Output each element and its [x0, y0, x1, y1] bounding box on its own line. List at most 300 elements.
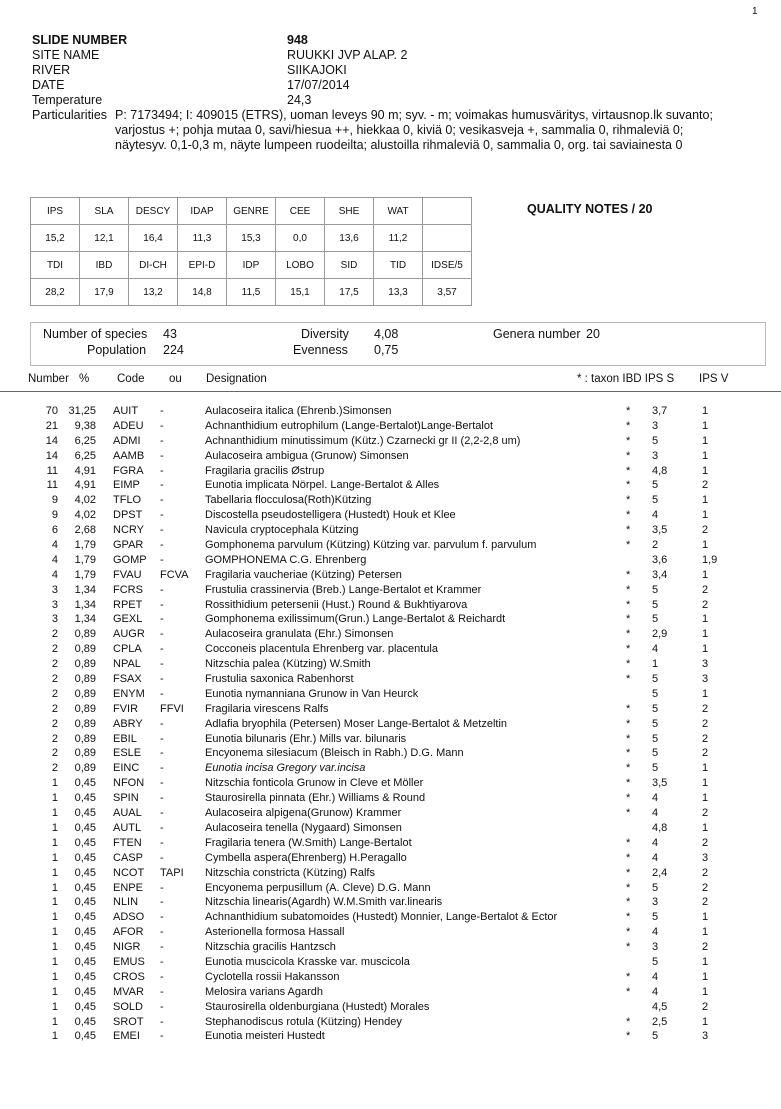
species-ips-s: 5 — [652, 881, 659, 894]
species-ips-s: 4 — [652, 970, 659, 983]
table-row — [0, 478, 781, 493]
species-ips-v: 1 — [702, 643, 709, 656]
species-designation: Rossithidium petersenii (Hust.) Round & Bukhtiyarova — [205, 598, 468, 611]
species-ips-s: 4,8 — [652, 464, 668, 477]
index-value: 17,5 — [325, 279, 374, 306]
species-percent: 0,45 — [74, 941, 96, 954]
species-taxon-star: * — [626, 405, 631, 417]
species-designation: Frustulia crassinervia (Breb.) Lange-Bertalot et Krammer — [205, 583, 482, 596]
species-code: ENYM — [113, 687, 145, 700]
species-designation: Fragilaria gracilis Østrup — [205, 464, 325, 477]
species-code: FVIR — [113, 702, 139, 715]
table-row — [0, 910, 781, 925]
table-row — [0, 1015, 781, 1030]
species-taxon-star: * — [626, 851, 631, 864]
index-value: 0,0 — [276, 225, 325, 252]
species-percent: 9,38 — [74, 419, 96, 432]
species-count: 14 — [45, 434, 58, 447]
species-code: ADSO — [113, 911, 145, 924]
species-ou: - — [160, 1030, 164, 1043]
species-count: 1 — [51, 985, 58, 998]
index-value — [423, 225, 472, 252]
species-percent: 2,68 — [74, 524, 96, 537]
species-ips-v: 1 — [702, 792, 709, 805]
species-ips-s: 5 — [652, 687, 659, 700]
species-column-header — [0, 373, 781, 392]
species-ou: - — [160, 539, 164, 552]
species-ips-s: 5 — [652, 434, 659, 447]
species-designation: Aulacoseira alpigena(Grunow) Krammer — [205, 807, 402, 820]
page-number: 1 — [752, 6, 758, 17]
index-label: SLA — [80, 198, 129, 225]
species-designation: Achnanthidium subatomoides (Hustedt) Monnier, Lange-Bertalot & Ector — [205, 911, 558, 924]
index-value: 11,5 — [227, 279, 276, 306]
species-code: AFOR — [113, 926, 144, 939]
species-count: 4 — [51, 539, 58, 552]
species-ips-v: 1 — [702, 613, 709, 626]
species-percent: 0,45 — [74, 866, 96, 879]
species-count: 1 — [51, 1030, 58, 1043]
species-ips-s: 3,6 — [652, 553, 668, 566]
index-value: 12,1 — [80, 225, 129, 252]
species-percent: 0,89 — [74, 717, 96, 730]
species-code: FTEN — [113, 836, 142, 849]
table-row — [0, 1029, 781, 1044]
species-ips-v: 1 — [702, 777, 709, 790]
species-taxon-star: * — [626, 762, 631, 775]
species-ips-v: 2 — [702, 807, 709, 820]
species-code: AUAL — [113, 807, 142, 820]
species-designation: Staurosirella pinnata (Ehr.) Williams & Round — [205, 792, 426, 805]
species-taxon-star: * — [626, 792, 631, 805]
species-taxon-star: * — [626, 702, 631, 715]
river-value: SIIKAJOKI — [287, 63, 347, 77]
table-row — [0, 970, 781, 985]
species-count: 3 — [51, 583, 58, 596]
species-code: GPAR — [113, 539, 144, 552]
index-label: WAT — [374, 198, 423, 225]
table-row — [0, 895, 781, 910]
species-count: 14 — [45, 449, 58, 462]
date-label: DATE — [32, 78, 65, 92]
table-row — [0, 553, 781, 568]
species-count: 2 — [51, 687, 58, 700]
species-ips-s: 3 — [652, 419, 659, 432]
species-ou: - — [160, 434, 164, 447]
species-taxon-star: * — [626, 568, 631, 581]
index-value: 15,1 — [276, 279, 325, 306]
species-ips-s: 4 — [652, 836, 659, 849]
table-row — [0, 612, 781, 627]
species-count: 1 — [51, 926, 58, 939]
index-value: 15,3 — [227, 225, 276, 252]
species-percent: 1,79 — [74, 553, 96, 566]
species-ips-v: 1 — [702, 970, 709, 983]
population-value: 224 — [163, 343, 184, 357]
species-count: 1 — [51, 970, 58, 983]
species-ips-v: 1 — [702, 464, 709, 477]
table-row — [0, 702, 781, 717]
species-ips-v: 2 — [702, 866, 709, 879]
species-designation: GOMPHONEMA C.G. Ehrenberg — [205, 553, 367, 566]
species-percent: 0,89 — [74, 628, 96, 641]
species-percent: 4,91 — [74, 464, 96, 477]
species-taxon-star: * — [626, 926, 631, 939]
species-taxon-star: * — [626, 583, 631, 596]
species-percent: 0,45 — [74, 1030, 96, 1043]
species-percent: 0,89 — [74, 643, 96, 656]
date-value: 17/07/2014 — [287, 78, 350, 92]
species-ou: - — [160, 732, 164, 745]
species-ips-s: 5 — [652, 955, 659, 968]
species-ou: - — [160, 598, 164, 611]
species-count: 21 — [45, 419, 58, 432]
species-code: ESLE — [113, 747, 142, 760]
species-ou: - — [160, 762, 164, 775]
species-code: MVAR — [113, 985, 144, 998]
species-taxon-star: * — [626, 970, 631, 983]
index-value: 28,2 — [31, 279, 80, 306]
species-designation: Eunotia bilunaris (Ehr.) Mills var. bilunaris — [205, 732, 407, 745]
table-row — [0, 851, 781, 866]
species-taxon-star: * — [626, 1015, 631, 1028]
species-designation: Fragilaria tenera (W.Smith) Lange-Bertalot — [205, 836, 412, 849]
species-designation: Eunotia implicata Nörpel. Lange-Bertalot & Alles — [205, 479, 440, 492]
species-taxon-star: * — [626, 911, 631, 924]
species-designation: Navicula cryptocephala Kützing — [205, 524, 359, 537]
species-ou: - — [160, 926, 164, 939]
species-ou: - — [160, 449, 164, 462]
species-taxon-star: * — [626, 747, 631, 760]
species-ips-s: 5 — [652, 494, 659, 507]
species-ips-v: 3 — [702, 658, 709, 671]
species-taxon-star: * — [626, 449, 631, 462]
index-label: SID — [325, 252, 374, 279]
species-code: GEXL — [113, 613, 143, 626]
species-ou: - — [160, 673, 164, 686]
species-ou: - — [160, 464, 164, 477]
population-label: Population — [87, 343, 147, 357]
species-count: 1 — [51, 911, 58, 924]
species-taxon-star: * — [626, 881, 631, 894]
species-percent: 0,45 — [74, 881, 96, 894]
species-code: NFON — [113, 777, 145, 790]
species-ips-v: 1 — [702, 419, 709, 432]
table-row — [0, 657, 781, 672]
species-percent: 0,89 — [74, 658, 96, 671]
species-count: 11 — [46, 464, 58, 477]
species-ips-s: 5 — [652, 762, 659, 775]
table-row — [0, 419, 781, 434]
table-row — [0, 449, 781, 464]
species-ou: - — [160, 955, 164, 968]
col-number: Number — [28, 373, 69, 385]
species-designation: Eunotia incisa Gregory var.incisa — [205, 762, 366, 775]
species-percent: 31,25 — [68, 405, 96, 417]
species-designation: Adlafia bryophila (Petersen) Moser Lange-Bertalot & Metzeltin — [205, 717, 508, 730]
species-ips-s: 2,4 — [652, 866, 668, 879]
species-ou: - — [160, 881, 164, 894]
species-taxon-star: * — [626, 896, 631, 909]
species-taxon-star: * — [626, 807, 631, 820]
species-designation: Aulacoseira granulata (Ehr.) Simonsen — [205, 628, 394, 641]
species-code: SROT — [113, 1015, 144, 1028]
index-label: EPI-D — [178, 252, 227, 279]
species-percent: 4,91 — [74, 479, 96, 492]
species-designation: Asterionella formosa Hassall — [205, 926, 345, 939]
species-ips-v: 1 — [702, 628, 709, 641]
col-ou: ou — [169, 373, 182, 385]
species-count: 2 — [51, 762, 58, 775]
species-count: 1 — [51, 1015, 58, 1028]
species-count: 2 — [51, 732, 58, 745]
species-ips-v: 2 — [702, 1000, 709, 1013]
diversity-value: 4,08 — [374, 327, 399, 341]
table-row — [0, 404, 781, 419]
species-count: 3 — [51, 598, 58, 611]
species-code: EBIL — [113, 732, 137, 745]
table-row — [0, 761, 781, 776]
species-percent: 0,45 — [74, 985, 96, 998]
table-row — [0, 583, 781, 598]
species-ips-s: 3 — [652, 449, 659, 462]
species-ou: - — [160, 896, 164, 909]
index-value: 11,3 — [178, 225, 227, 252]
species-code: FVAU — [113, 568, 142, 581]
species-label: Number of species — [43, 327, 148, 341]
species-count: 1 — [51, 1000, 58, 1013]
table-row — [0, 717, 781, 732]
index-label: LOBO — [276, 252, 325, 279]
index-label: IDAP — [178, 198, 227, 225]
species-ou: - — [160, 941, 164, 954]
table-row — [0, 598, 781, 613]
species-ips-s: 4 — [652, 851, 659, 864]
species-ou: - — [160, 1015, 164, 1028]
species-code: ENPE — [113, 881, 143, 894]
species-designation: Staurosirella oldenburgiana (Hustedt) Morales — [205, 1000, 430, 1013]
species-taxon-star: * — [626, 1030, 631, 1043]
species-count: 1 — [51, 851, 58, 864]
species-taxon-star: * — [626, 866, 631, 879]
species-percent: 0,45 — [74, 970, 96, 983]
species-code: AAMB — [113, 449, 145, 462]
species-designation: Aulacoseira tenella (Nygaard) Simonsen — [205, 821, 402, 834]
species-count: 9 — [51, 509, 58, 522]
species-ips-s: 4 — [652, 807, 659, 820]
species-code: ABRY — [113, 717, 143, 730]
quality-notes: QUALITY NOTES / 20 — [527, 202, 653, 216]
table-row — [0, 940, 781, 955]
species-taxon-star: * — [626, 628, 631, 641]
table-row — [0, 627, 781, 642]
species-code: NLIN — [113, 896, 139, 909]
species-ips-v: 1,9 — [702, 553, 718, 566]
species-count: 2 — [51, 643, 58, 656]
slide-value: 948 — [287, 33, 308, 47]
species-code: SOLD — [113, 1000, 143, 1013]
species-taxon-star: * — [626, 509, 631, 522]
col-code: Code — [117, 373, 145, 385]
species-taxon-star: * — [626, 419, 631, 432]
species-taxon-star: * — [626, 434, 631, 447]
table-row — [0, 821, 781, 836]
table-row — [0, 776, 781, 791]
species-designation: Nitzschia palea (Kützing) W.Smith — [205, 658, 371, 671]
species-taxon-star: * — [626, 985, 631, 998]
species-designation: Cyclotella rossii Hakansson — [205, 970, 340, 983]
species-ips-v: 3 — [702, 851, 709, 864]
table-row — [0, 791, 781, 806]
table-row — [0, 508, 781, 523]
species-designation: Encyonema perpusillum (A. Cleve) D.G. Mann — [205, 881, 431, 894]
species-code: FCRS — [113, 583, 143, 596]
species-code: CASP — [113, 851, 143, 864]
species-ips-s: 5 — [652, 702, 659, 715]
species-count: 6 — [51, 524, 58, 537]
species-ou: - — [160, 524, 164, 537]
table-row — [0, 464, 781, 479]
species-ou: - — [160, 777, 164, 790]
species-count: 2 — [51, 628, 58, 641]
species-count: 70 — [45, 405, 58, 417]
species-ips-s: 5 — [652, 598, 659, 611]
species-taxon-star: * — [626, 941, 631, 954]
species-ips-s: 4 — [652, 509, 659, 522]
species-count: 4 — [51, 553, 58, 566]
table-row — [0, 1000, 781, 1015]
species-ou: - — [160, 479, 164, 492]
species-percent: 0,89 — [74, 687, 96, 700]
index-label — [423, 198, 472, 225]
species-designation: Achnanthidium eutrophilum (Lange-Bertalot)Lange-Bertalot — [205, 419, 494, 432]
species-designation: Gomphonema exilissimum(Grun.) Lange-Bertalot & Reichardt — [205, 613, 506, 626]
species-ips-s: 4,5 — [652, 1000, 668, 1013]
species-designation: Stephanodiscus rotula (Kützing) Hendey — [205, 1015, 402, 1028]
species-ips-s: 3,4 — [652, 568, 668, 581]
species-code: DPST — [113, 509, 143, 522]
species-ips-s: 3,5 — [652, 777, 668, 790]
table-row — [0, 523, 781, 538]
col-designation: Designation — [206, 373, 267, 385]
species-ips-v: 1 — [702, 1015, 709, 1028]
species-count: 2 — [51, 702, 58, 715]
species-percent: 0,89 — [74, 762, 96, 775]
species-designation: Gomphonema parvulum (Kützing) Kützing var. parvulum f. parvulum — [205, 539, 537, 552]
species-code: GOMP — [113, 553, 147, 566]
table-row — [0, 434, 781, 449]
particularities-label: Particularities — [32, 108, 108, 122]
index-label: CEE — [276, 198, 325, 225]
species-ips-s: 4,8 — [652, 821, 668, 834]
species-count: 1 — [51, 807, 58, 820]
species-code: EINC — [113, 762, 140, 775]
species-percent: 0,89 — [74, 673, 96, 686]
col-pct: % — [79, 373, 90, 385]
species-percent: 0,45 — [74, 1000, 96, 1013]
evenness-label: Evenness — [293, 343, 348, 357]
species-count: 1 — [51, 896, 58, 909]
table-row — [0, 925, 781, 940]
site-value: RUUKKI JVP ALAP. 2 — [287, 48, 408, 62]
species-code: TFLO — [113, 494, 142, 507]
species-designation: Eunotia meisteri Hustedt — [205, 1030, 325, 1043]
species-taxon-star: * — [626, 524, 631, 537]
species-ips-s: 3 — [652, 941, 659, 954]
species-code: FSAX — [113, 673, 142, 686]
species-code: RPET — [113, 598, 143, 611]
index-label: DI-CH — [129, 252, 178, 279]
species-designation: Nitzschia fonticola Grunow in Cleve et Möller — [205, 777, 424, 790]
species-count: 1 — [51, 836, 58, 849]
species-designation: Nitzschia gracilis Hantzsch — [205, 941, 336, 954]
species-percent: 0,45 — [74, 1015, 96, 1028]
species-percent: 0,45 — [74, 955, 96, 968]
index-value: 11,2 — [374, 225, 423, 252]
species-percent: 0,45 — [74, 851, 96, 864]
species-ips-v: 1 — [702, 821, 709, 834]
index-label: DESCY — [129, 198, 178, 225]
species-taxon-star: * — [626, 613, 631, 626]
species-ips-s: 5 — [652, 673, 659, 686]
species-designation: Encyonema silesiacum (Bleisch in Rabh.) D.G. Mann — [205, 747, 464, 760]
species-ou: - — [160, 717, 164, 730]
species-ou: - — [160, 851, 164, 864]
species-code: AUIT — [113, 405, 139, 417]
species-ou: - — [160, 807, 164, 820]
species-code: CROS — [113, 970, 145, 983]
species-count: 4 — [51, 568, 58, 581]
table-row — [0, 687, 781, 702]
index-label: IBD — [80, 252, 129, 279]
index-label: GENRE — [227, 198, 276, 225]
species-percent: 4,02 — [74, 509, 96, 522]
species-ou: - — [160, 658, 164, 671]
table-row — [0, 806, 781, 821]
index-value: 14,8 — [178, 279, 227, 306]
species-ips-v: 1 — [702, 568, 709, 581]
slide-label: SLIDE NUMBER — [32, 33, 128, 47]
species-ou: - — [160, 583, 164, 596]
species-ou: - — [160, 613, 164, 626]
species-ips-v: 1 — [702, 926, 709, 939]
species-code: ADMI — [113, 434, 141, 447]
species-designation: Cymbella aspera(Ehrenberg) H.Peragallo — [205, 851, 407, 864]
species-ips-v: 3 — [702, 1030, 709, 1043]
species-designation: Frustulia saxonica Rabenhorst — [205, 673, 354, 686]
species-ips-v: 1 — [702, 449, 709, 462]
species-ou: - — [160, 419, 164, 432]
species-designation: Discostella pseudostelligera (Hustedt) Houk et Klee — [205, 509, 456, 522]
table-row — [0, 881, 781, 896]
table-row — [0, 672, 781, 687]
species-ips-s: 4 — [652, 792, 659, 805]
species-ips-s: 4 — [652, 985, 659, 998]
species-designation: Nitzschia linearis(Agardh) W.M.Smith var.linearis — [205, 896, 443, 909]
species-percent: 0,45 — [74, 821, 96, 834]
species-designation: Fragilaria virescens Ralfs — [205, 702, 329, 715]
table-row — [0, 732, 781, 747]
species-ips-s: 2,9 — [652, 628, 668, 641]
species-percent: 1,34 — [74, 598, 96, 611]
species-ips-s: 5 — [652, 583, 659, 596]
species-code: SPIN — [113, 792, 139, 805]
species-ou: - — [160, 405, 164, 417]
species-ips-v: 2 — [702, 583, 709, 596]
species-percent: 4,02 — [74, 494, 96, 507]
species-ips-v: 2 — [702, 479, 709, 492]
table-row — [0, 985, 781, 1000]
